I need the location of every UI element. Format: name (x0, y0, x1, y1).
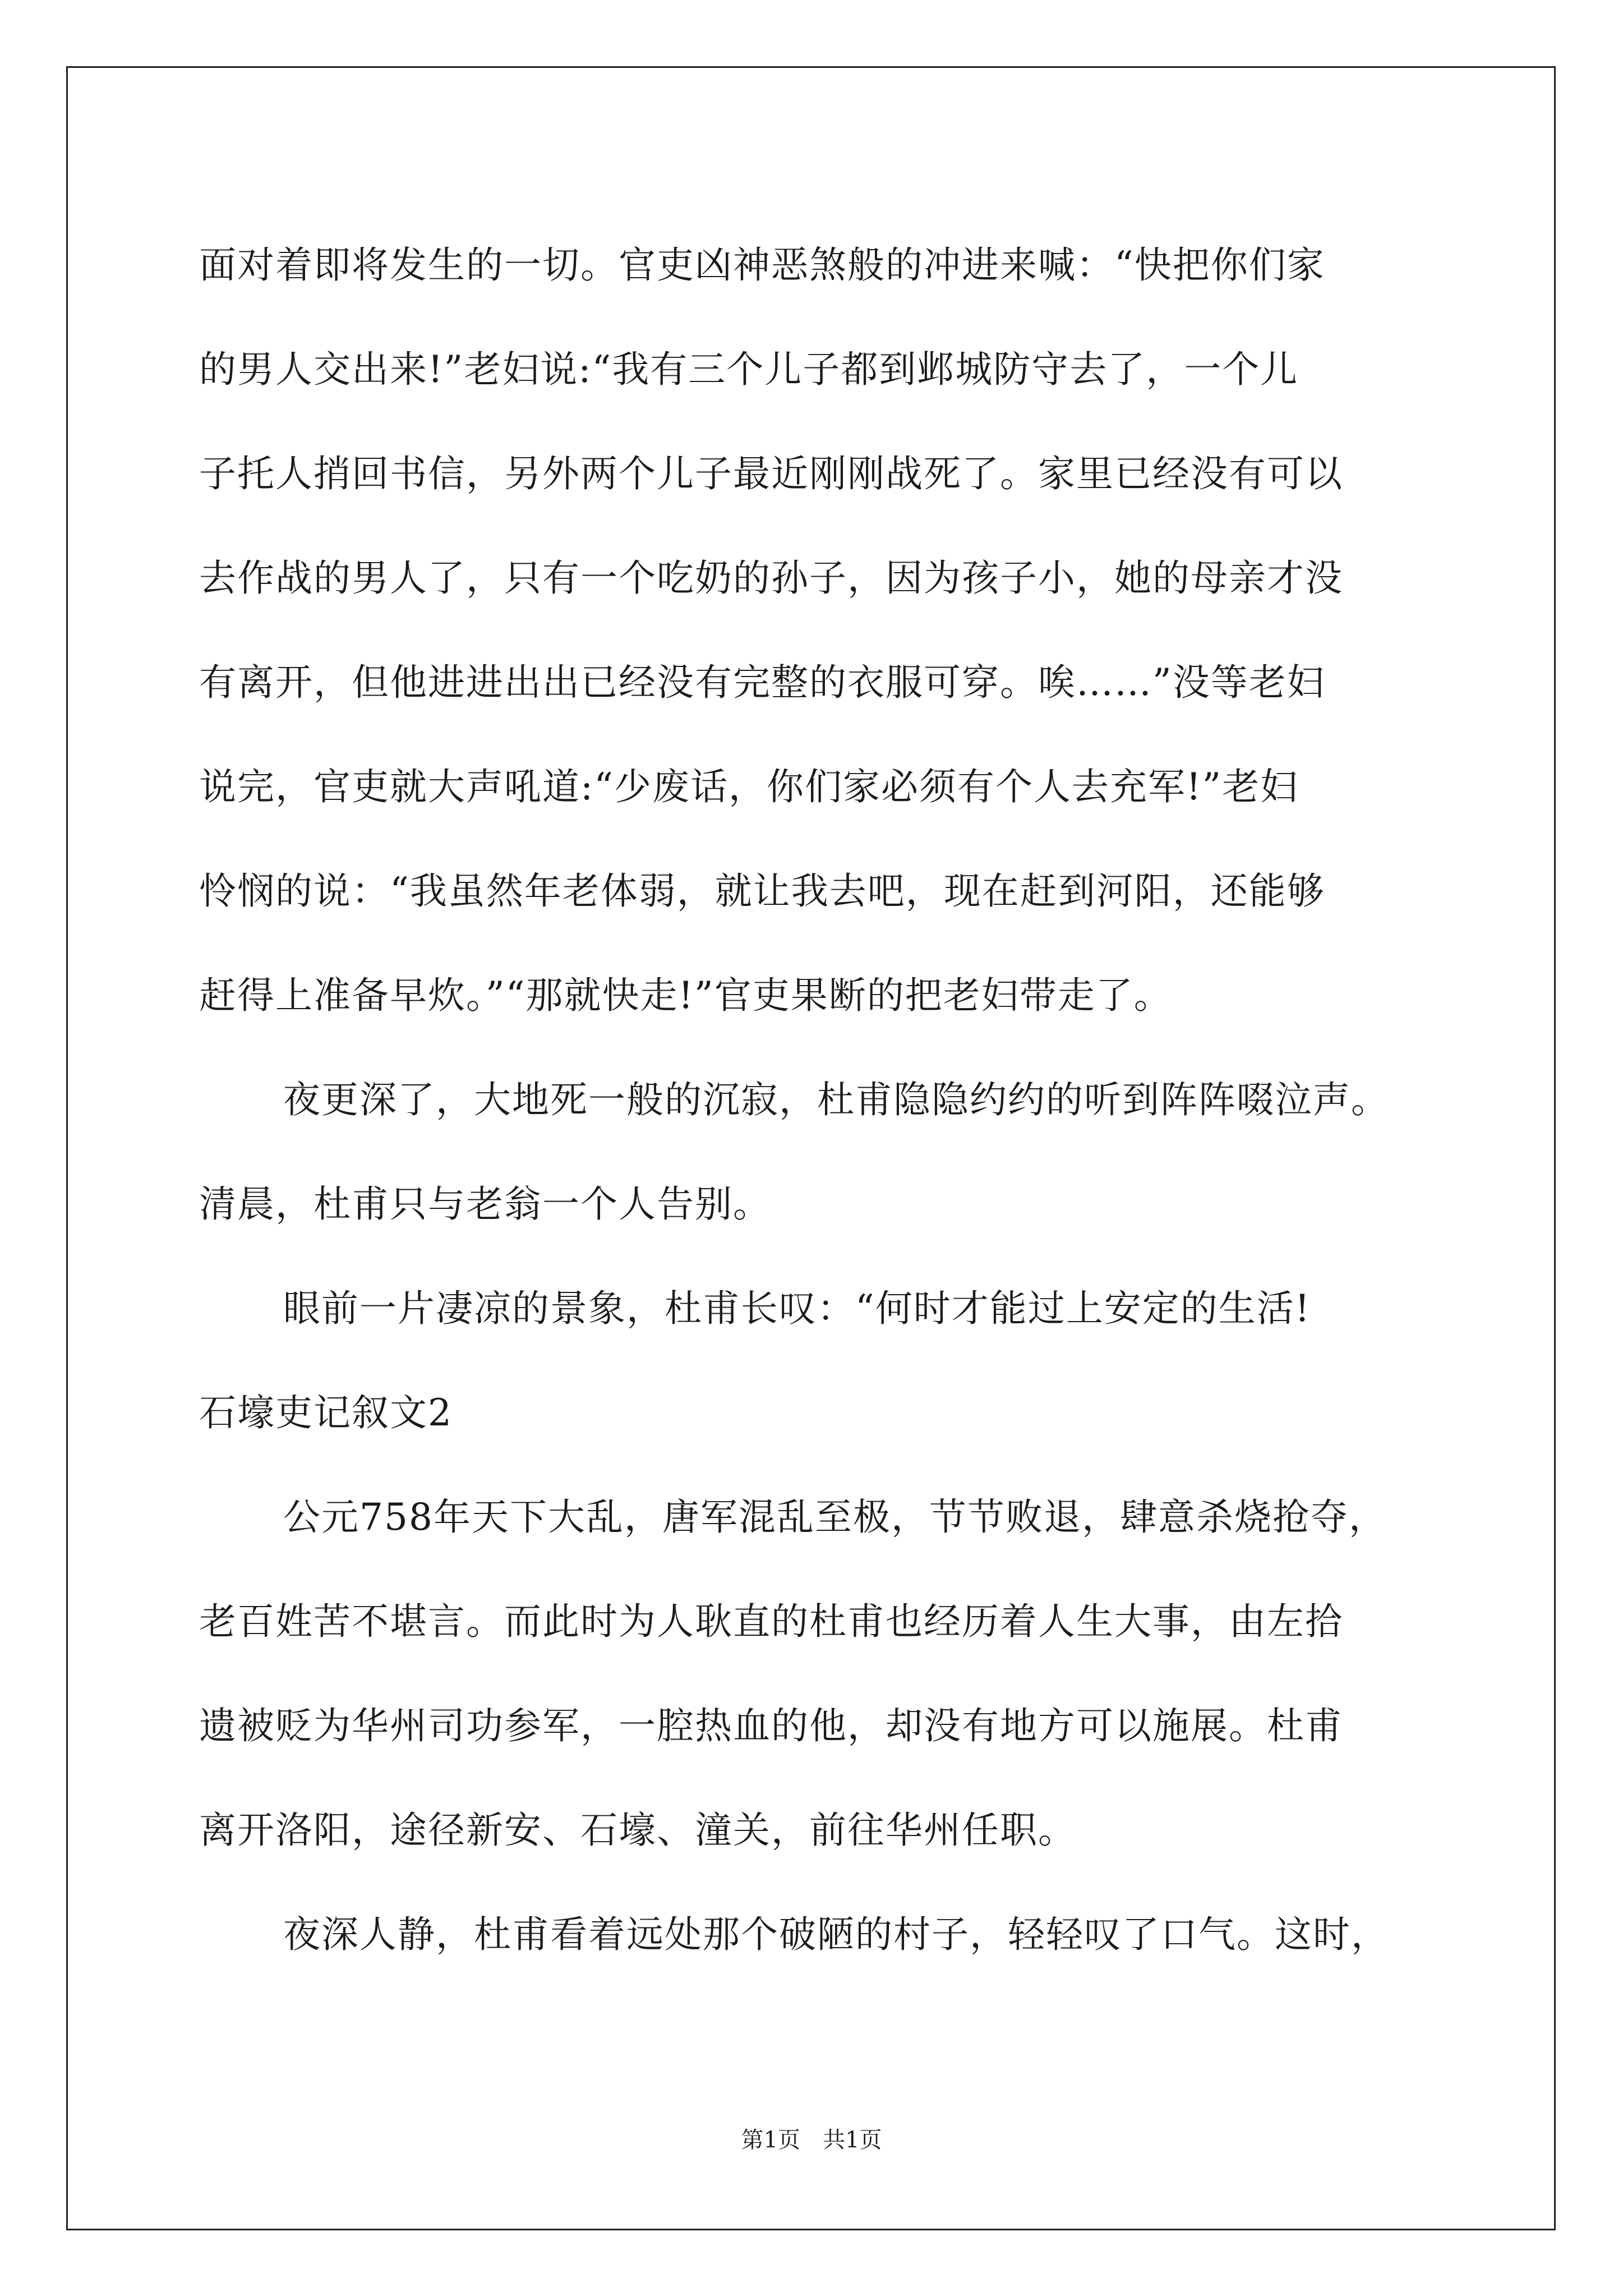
text-line: 离开洛阳，途径新安、石壕、潼关，前往华州任职。 (199, 1809, 1076, 1852)
text-line: 的男人交出来!”老妇说:“我有三个儿子都到邺城防守去了，一个儿 (199, 348, 1299, 391)
text-line: 公元758年天下大乱，唐军混乱至极，节节败退，肆意杀烧抢夺， (283, 1496, 1387, 1539)
text-line: 有离开，但他进进出出已经没有完整的衣服可穿。唉……”没等老妇 (199, 661, 1325, 704)
text-line: 说完，官吏就大声吼道:“少废话，你们家必须有个人去充军!”老妇 (199, 765, 1299, 808)
text-line: 老百姓苦不堪言。而此时为人耿直的杜甫也经历着人生大事，由左拾 (199, 1600, 1343, 1643)
text-line: 赶得上准备早炊。”“那就快走!”官吏果断的把老妇带走了。 (199, 974, 1172, 1017)
text-line: 眼前一片凄凉的景象，杜甫长叹：“何时才能过上安定的生活! (283, 1287, 1311, 1330)
text-line: 去作战的男人了，只有一个吃奶的孙子，因为孩子小，她的母亲才没 (199, 556, 1343, 600)
text-line: 夜更深了，大地死一般的沉寂，杜甫隐隐约约的听到阵阵啜泣声。 (283, 1078, 1389, 1121)
document-body (199, 213, 1450, 1987)
text-line: 遗被贬为华州司功参军，一腔热血的他，却没有地方可以施展。杜甫 (199, 1704, 1343, 1747)
text-line: 夜深人静，杜甫看着远处那个破陋的村子，轻轻叹了口气。这时， (283, 1913, 1389, 1956)
text-line: 怜悯的说：“我虽然年老体弱，就让我去吧，现在赶到河阳，还能够 (199, 869, 1325, 913)
text-line: 子托人捎回书信，另外两个儿子最近刚刚战死了。家里已经没有可以 (199, 452, 1343, 495)
page-footer: 第1页 共1页 (741, 2127, 882, 2153)
section-heading: 石壕吏记叙文2 (199, 1391, 453, 1434)
text-line: 面对着即将发生的一切。官吏凶神恶煞般的冲进来喊：“快把你们家 (199, 243, 1325, 287)
text-line: 清晨，杜甫只与老翁一个人告别。 (199, 1182, 771, 1226)
